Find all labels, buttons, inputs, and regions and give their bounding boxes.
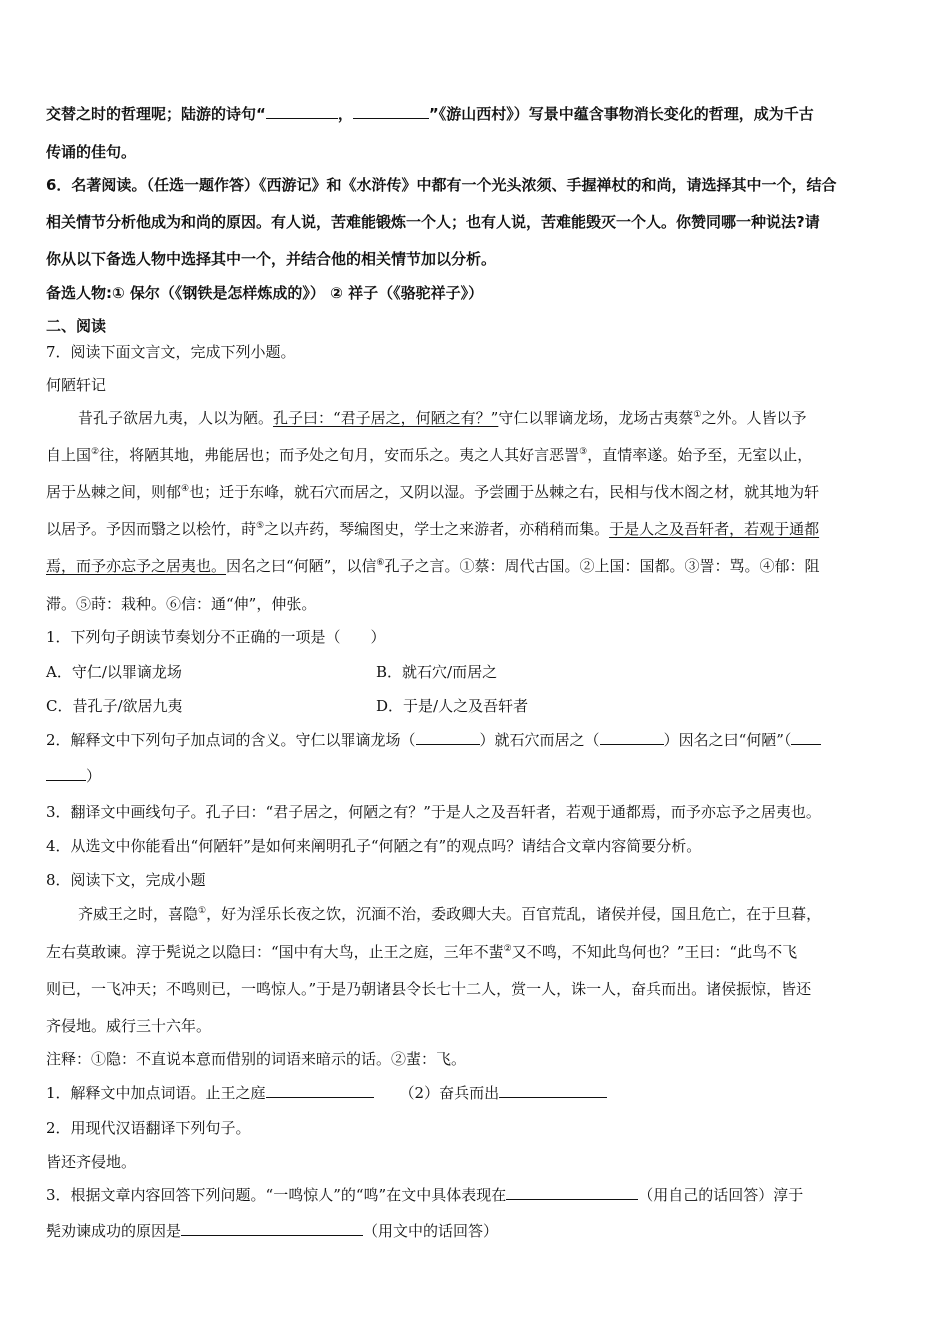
q8-passage-line-1: [78, 903, 821, 924]
text: 往，将陋其地，弗能居也；而予处之旬月，安而乐之。夷之人其好言恶詈: [99, 446, 580, 464]
answer-blank[interactable]: [46, 766, 86, 781]
q8-subquestion-3: [46, 1184, 803, 1205]
q8-note: 注释：①隐：不直说本意而借别的词语来暗示的话。②蜚：飞。: [46, 1050, 467, 1068]
option-b[interactable]: B．就石穴/而居之: [376, 663, 498, 681]
q8-subquestion-1: [46, 1082, 607, 1103]
footnote-mark: ③: [579, 447, 588, 457]
underlined-sentence: 于是人之及吾轩者，若观于通都: [609, 520, 820, 538]
q7-subquestion-2: [46, 729, 821, 750]
footnote-mark: ⑥: [376, 558, 385, 568]
q7-intro: 7．阅读下面文言文，完成下列小题。: [46, 343, 296, 361]
text: 守仁以罪谪龙场，龙场古夷蔡: [498, 409, 694, 427]
q7-passage-line-6: 滞。⑤莳：栽种。⑥信：通“伸”，伸张。: [46, 595, 317, 613]
answer-blank[interactable]: [499, 1083, 607, 1098]
text: 自上国: [46, 446, 92, 464]
q7-passage-line-5: [46, 555, 819, 576]
text: 左右莫敢谏。淳于髡说之以隐曰：“国中有大鸟，止王之庭，三年不蜚: [46, 943, 504, 961]
text: 髡劝谏成功的原因是: [46, 1222, 182, 1240]
footnote-mark: ②: [91, 447, 100, 457]
q8-passage-line-3: 则已，一飞冲天；不鸣则已，一鸣惊人。”于是乃朝诸县令长七十二人，赏一人，诛一人，奋兵而出。诸侯振惊，皆还: [46, 980, 812, 998]
q6-line-2: 相关情节分析他成为和尚的原因。有人说，苦难能锻炼一个人；也有人说，苦难能毁灭一个人。你赞同哪一种说法?请: [46, 213, 820, 231]
underlined-sentence: 焉，而予亦忘予之居夷也。: [46, 557, 227, 575]
text: 齐威王之时，喜隐: [78, 905, 199, 923]
answer-blank[interactable]: [506, 1185, 638, 1200]
footnote-mark: ⑤: [256, 521, 265, 531]
underlined-sentence: 孔子曰：“君子居之，何陋之有？”: [273, 409, 499, 427]
q8-passage-line-2: [46, 941, 797, 962]
footnote-mark: ①: [198, 906, 207, 916]
q6-line-4: 备选人物:① 保尔（《钢铁是怎样炼成的》） ② 祥子（《骆驼祥子》）: [46, 284, 484, 302]
text: 又不鸣，不知此鸟何也？”王曰：“此鸟不飞: [511, 943, 798, 961]
option-c[interactable]: C．昔孔子/欲居九夷: [46, 697, 183, 715]
q7-subquestion-2-cont: [46, 765, 101, 786]
text: 之外。人皆以予: [701, 409, 807, 427]
poem-line-2: 传诵的佳句。: [46, 143, 137, 161]
answer-blank[interactable]: [791, 730, 821, 745]
q8-intro: 8．阅读下文，完成小题: [46, 871, 206, 889]
text: 因名之曰“何陋”，以信: [226, 557, 377, 575]
text: 交替之时的哲理呢；陆游的诗句“: [46, 105, 266, 123]
q7-passage-line-3: [46, 481, 819, 502]
option-a[interactable]: A．守仁/以罪谪龙场: [46, 663, 182, 681]
section-heading: 二、阅读: [46, 317, 107, 335]
answer-blank[interactable]: [600, 730, 664, 745]
poem-line-1: [46, 103, 814, 124]
q7-subquestion-1: 1．下列句子朗读节奏划分不正确的一项是（ ）: [46, 628, 386, 646]
q6-line-1: 6．名著阅读。（任选一题作答）《西游记》和《水浒传》中都有一个光头浓须、手握禅杖的和尚，请选择其中一个，结合: [46, 176, 837, 194]
answer-blank[interactable]: [266, 104, 338, 119]
text: ”《游山西村》）写景中蕴含事物消长变化的哲理，成为千古: [428, 105, 814, 123]
footnote-mark: ④: [181, 484, 190, 494]
text: ，直情率遂。始予至，无室以止，: [587, 446, 813, 464]
answer-blank[interactable]: [266, 1083, 374, 1098]
text: 之以卉药，琴编图史，学士之来游者，亦稍稍而集。: [264, 520, 610, 538]
answer-blank[interactable]: [181, 1221, 363, 1236]
q8-passage-line-4: 齐侵地。威行三十六年。: [46, 1017, 212, 1035]
text: ）就石穴而居之（: [479, 731, 600, 749]
answer-blank[interactable]: [416, 730, 480, 745]
text: ）: [86, 767, 102, 785]
text: 2．解释文中下列句子加点词的含义。守仁以罪谪龙场（: [46, 731, 416, 749]
q7-passage-line-1: [78, 407, 806, 428]
q7-subquestion-3: 3．翻译文中画线句子。孔子曰：“君子居之，何陋之有？”于是人之及吾轩者，若观于通都焉，而予亦忘予之居夷也。: [46, 803, 821, 821]
passage-title: 何陋轩记: [46, 376, 107, 394]
text: 3．根据文章内容回答下列问题。“一鸣惊人”的“鸣”在文中具体表现在: [46, 1186, 507, 1204]
text: （2）奋兵而出: [399, 1084, 500, 1102]
q7-subquestion-4: 4．从选文中你能看出“何陋轩”是如何来阐明孔子“何陋之有”的观点吗？请结合文章内容简要分析。: [46, 837, 702, 855]
text: ，: [337, 105, 353, 123]
text: ，好为淫乐长夜之饮，沉湎不治，委政卿大夫。百官荒乱，诸侯并侵，国且危亡，在于旦暮，: [206, 905, 822, 923]
q6-line-3: 你从以下备选人物中选择其中一个，并结合他的相关情节加以分析。: [46, 250, 497, 268]
q8-sentence: 皆还齐侵地。: [46, 1153, 137, 1171]
text: 以居予。予因而翳之以桧竹，莳: [46, 520, 257, 538]
text: （用自己的话回答）淳于: [638, 1186, 804, 1204]
q7-passage-line-2: [46, 444, 812, 465]
text: 也；迁于东峰，就石穴而居之，又阴以湿。予尝圃于丛棘之右，民相与伐木阁之材，就其地为轩: [189, 483, 820, 501]
option-d[interactable]: D．于是/人之及吾轩者: [376, 697, 529, 715]
text: （用文中的话回答）: [363, 1222, 499, 1240]
footnote-mark: ①: [693, 410, 702, 420]
q8-subquestion-2: 2．用现代汉语翻译下列句子。: [46, 1119, 251, 1137]
text: 1．解释文中加点词语。止王之庭: [46, 1084, 266, 1102]
answer-blank[interactable]: [353, 104, 429, 119]
text: 昔孔子欲居九夷，人以为陋。: [78, 409, 274, 427]
footnote-mark: ②: [503, 944, 512, 954]
q7-passage-line-4: [46, 518, 819, 539]
text: 居于丛棘之间，则郁: [46, 483, 182, 501]
q8-subquestion-3-cont: [46, 1220, 498, 1241]
text: 孔子之言。①蔡：周代古国。②上国：国都。③詈：骂。④郁：阻: [384, 557, 820, 575]
text: ）因名之曰“何陋”（: [663, 731, 792, 749]
